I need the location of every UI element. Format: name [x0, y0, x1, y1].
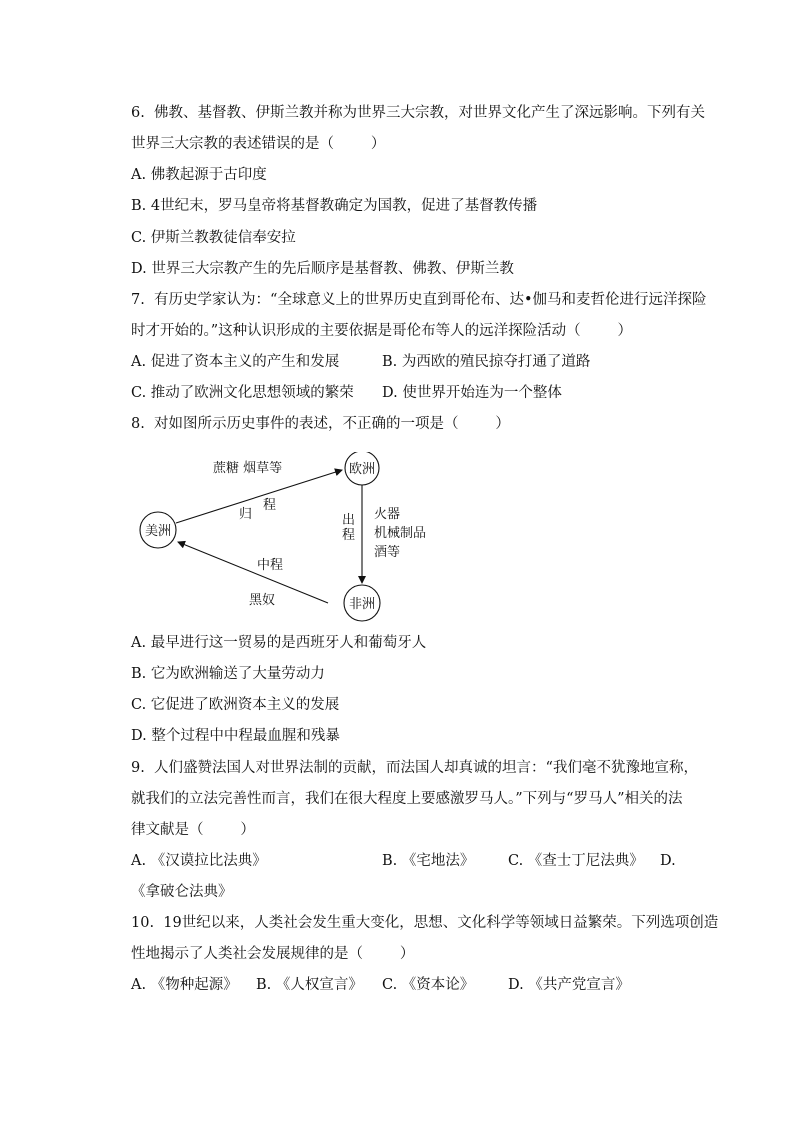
q7-option-c: C. 推动了欧洲文化思想领域的繁荣 [131, 385, 354, 401]
q7-option-b: B. 为西欧的殖民掠夺打通了道路 [382, 354, 591, 370]
africa-label: 非洲 [348, 597, 376, 612]
q8-option-a: A. 最早进行这一贸易的是西班牙人和葡萄牙人 [131, 635, 427, 651]
q6-option-a: A. 佛教起源于古印度 [131, 167, 267, 183]
q9-option-d-label: D. [660, 853, 676, 869]
q9-option-a: A. 《汉谟拉比法典》 [131, 853, 267, 869]
q9-option-c: C. 《查士丁尼法典》 [508, 853, 644, 869]
q10-option-a: A. 《物种起源》 [131, 977, 238, 993]
outbound-chu-label: 出 [342, 513, 356, 528]
q7-stem-line2: 时才开始的。”这种认识形成的主要依据是哥伦布等人的远洋探险活动（ ） [131, 323, 633, 339]
triangular-trade-diagram [125, 452, 435, 624]
q6-option-d: D. 世界三大宗教产生的先后顺序是基督教、佛教、伊斯兰教 [131, 261, 514, 277]
outbound-goods-line3: 酒等 [374, 545, 401, 560]
q9-option-d-text: 《拿破仑法典》 [131, 884, 233, 900]
q7-option-a: A. 促进了资本主义的产生和发展 [131, 354, 340, 370]
return-goods-label: 蔗糖 烟草等 [213, 461, 283, 476]
q9-stem-line1: 9. 人们盛赞法国人对世界法制的贡献，而法国人却真诚的坦言：“我们毫不犹豫地宣称， [131, 760, 698, 776]
q9-stem-line3: 律文献是（ ） [131, 822, 255, 838]
q10-stem-line1: 10. 19世纪以来，人类社会发生重大变化，思想、文化科学等领域日益繁荣。下列选项创造 [131, 915, 719, 931]
q8-option-d: D. 整个过程中中程最血腥和残暴 [131, 728, 340, 744]
q6-stem-line2: 世界三大宗教的表述错误的是（ ） [131, 136, 386, 152]
q10-option-b: B. 《人权宣言》 [256, 977, 363, 993]
q6-stem-line1: 6. 佛教、基督教、伊斯兰教并称为世界三大宗教，对世界文化产生了深远影响。下列有关 [131, 105, 706, 121]
outbound-goods-line1: 火器 [374, 507, 401, 522]
q9-option-b: B. 《宅地法》 [382, 853, 475, 869]
q6-option-b: B. 4世纪末，罗马皇帝将基督教确定为国教，促进了基督教传播 [131, 198, 538, 214]
return-gui-label: 归 [239, 507, 253, 522]
q8-option-c: C. 它促进了欧洲资本主义的发展 [131, 697, 340, 713]
q7-option-d: D. 使世界开始连为一个整体 [382, 385, 562, 401]
return-cheng-label: 程 [263, 498, 277, 513]
q10-stem-line2: 性地揭示了人类社会发展规律的是（ ） [131, 946, 415, 962]
return-voyage-arrow [176, 470, 342, 523]
q10-option-d: D. 《共产党宣言》 [508, 977, 630, 993]
q8-stem: 8. 对如图所示历史事件的表述，不正确的一项是（ ） [131, 416, 510, 432]
q8-option-b: B. 它为欧洲输送了大量劳动力 [131, 666, 325, 682]
middle-goods-label: 黑奴 [249, 593, 276, 608]
q7-stem-line1: 7. 有历史学家认为：“全球意义上的世界历史直到哥伦布、达•伽马和麦哲伦进行远洋探险 [131, 292, 707, 308]
america-label: 美洲 [144, 524, 172, 539]
middle-passage-label: 中程 [257, 558, 284, 573]
europe-label: 欧洲 [348, 462, 376, 477]
q6-option-c: C. 伊斯兰教教徒信奉安拉 [131, 230, 296, 246]
outbound-goods-line2: 机械制品 [374, 526, 427, 541]
outbound-cheng-label: 程 [342, 528, 356, 543]
q10-option-c: C. 《资本论》 [382, 977, 475, 993]
q9-stem-line2: 就我们的立法完善性而言，我们在很大程度上要感激罗马人。”下列与“罗马人”相关的法 [131, 791, 683, 807]
